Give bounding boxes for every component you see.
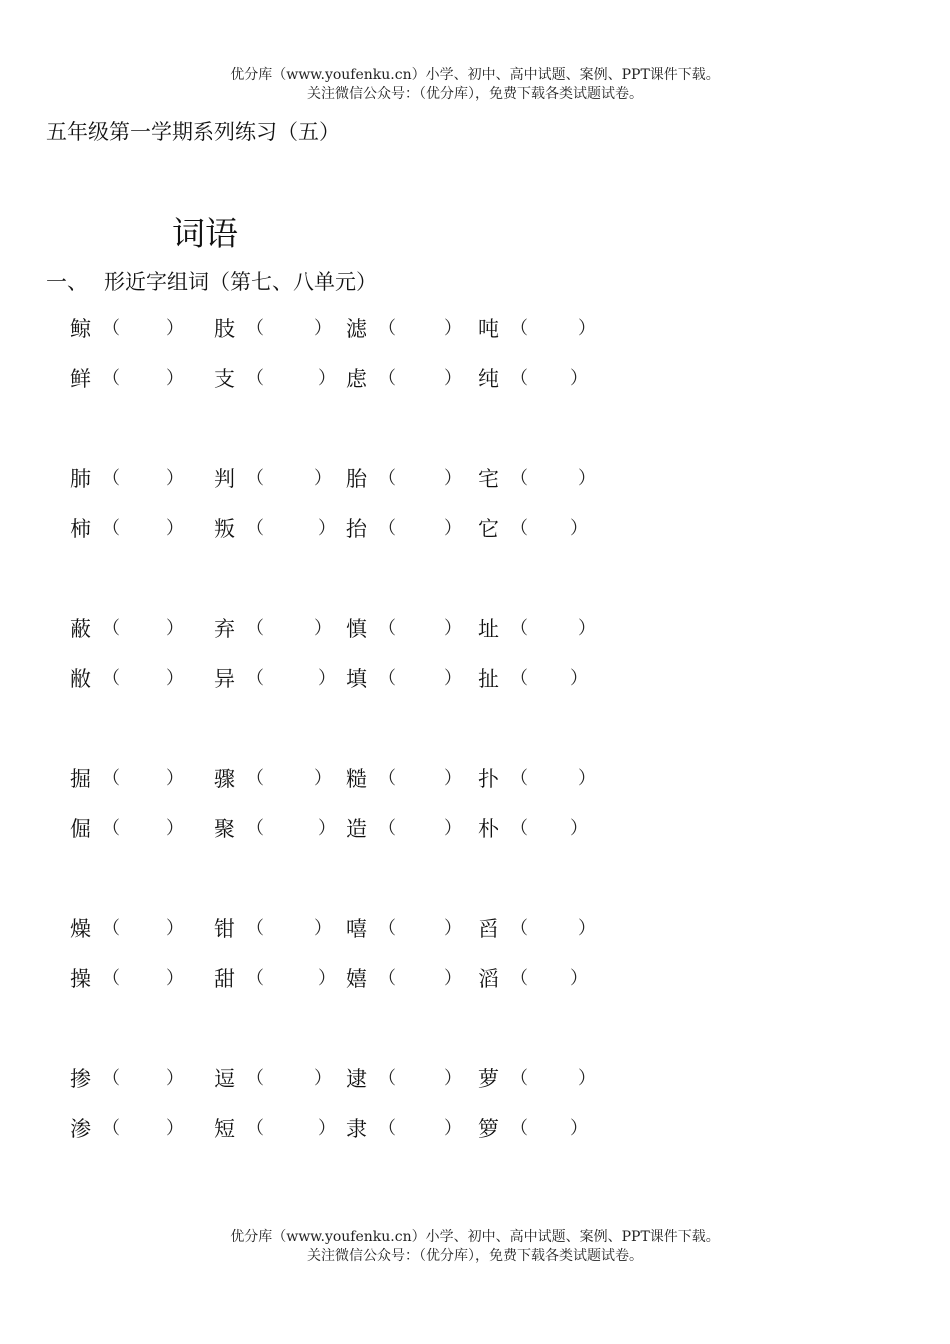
left-parenthesis: （ [246,668,264,689]
right-parenthesis: ） [578,618,596,639]
right-parenthesis: ） [578,1068,596,1089]
character: 糙 [346,767,367,791]
word-row [0,364,950,394]
word-blank-item [214,1114,336,1144]
word-blank-item [70,614,184,644]
right-parenthesis: ） [166,468,184,489]
word-blank-item [214,814,336,844]
right-parenthesis: ） [444,368,462,389]
word-blank-item [346,914,462,944]
word-blank-item [214,964,336,994]
character: 慎 [346,617,367,641]
word-blank-item [346,614,462,644]
right-parenthesis: ） [314,618,332,639]
section-title: 词语 [172,214,238,253]
word-blank-item [214,314,332,344]
right-parenthesis: ） [314,468,332,489]
character: 胎 [346,467,367,491]
word-row [0,1064,950,1094]
left-parenthesis: （ [102,368,120,389]
character: 弃 [214,617,235,641]
right-parenthesis: ） [578,468,596,489]
right-parenthesis: ） [444,668,462,689]
left-parenthesis: （ [102,1068,120,1089]
word-blank-item [478,314,596,344]
left-parenthesis: （ [510,918,528,939]
right-parenthesis: ） [444,768,462,789]
left-parenthesis: （ [510,818,528,839]
word-blank-item [346,314,462,344]
word-row [0,814,950,844]
word-blank-item [70,1064,184,1094]
character: 柿 [70,517,91,541]
left-parenthesis: （ [378,918,396,939]
document-title: 五年级第一学期系列练习（五） [46,120,340,144]
character: 肢 [214,317,235,341]
left-parenthesis: （ [102,818,120,839]
right-parenthesis: ） [314,1068,332,1089]
right-parenthesis: ） [166,518,184,539]
word-blank-item [478,514,588,544]
word-row [0,964,950,994]
word-blank-item [478,964,588,994]
character: 鲸 [70,317,91,341]
left-parenthesis: （ [510,318,528,339]
header-line-2: 关注微信公众号：（优分库），免费下载各类试题试卷。 [307,86,643,102]
left-parenthesis: （ [102,968,120,989]
word-blank-item [346,764,462,794]
character: 宅 [478,467,499,491]
right-parenthesis: ） [570,818,588,839]
character: 肺 [70,467,91,491]
word-blank-item [214,464,332,494]
left-parenthesis: （ [510,1068,528,1089]
left-parenthesis: （ [102,518,120,539]
character: 吨 [478,317,499,341]
word-row [0,914,950,944]
word-row [0,764,950,794]
word-blank-item [214,614,332,644]
right-parenthesis: ） [314,918,332,939]
character: 纯 [478,367,499,391]
right-parenthesis: ） [166,1118,184,1139]
character: 支 [214,367,235,391]
character: 燥 [70,917,91,941]
word-blank-item [346,364,462,394]
word-blank-item [70,964,184,994]
right-parenthesis: ） [570,968,588,989]
character: 逗 [214,1067,235,1091]
left-parenthesis: （ [510,1118,528,1139]
header-line-1: 优分库（www.youfenku.cn）小学、初中、高中试题、案例、PPT课件下载。 [230,67,720,83]
right-parenthesis: ） [318,668,336,689]
word-blank-item [478,464,596,494]
word-blank-item [346,514,462,544]
character: 扑 [478,767,499,791]
right-parenthesis: ） [318,968,336,989]
character: 异 [214,667,235,691]
right-parenthesis: ） [318,818,336,839]
word-blank-item [478,914,596,944]
right-parenthesis: ） [166,918,184,939]
word-blank-item [70,314,184,344]
word-blank-item [478,764,596,794]
word-blank-item [70,1114,184,1144]
right-parenthesis: ） [570,1118,588,1139]
word-row [0,514,950,544]
right-parenthesis: ） [166,818,184,839]
word-blank-item [70,664,184,694]
character: 掺 [70,1067,91,1091]
right-parenthesis: ） [578,318,596,339]
question-number: 一、 [46,270,88,294]
word-blank-item [70,364,184,394]
character: 操 [70,967,91,991]
word-blank-item [214,514,336,544]
character: 朴 [478,817,499,841]
left-parenthesis: （ [246,468,264,489]
left-parenthesis: （ [246,1118,264,1139]
character: 判 [214,467,235,491]
right-parenthesis: ） [570,518,588,539]
left-parenthesis: （ [378,1068,396,1089]
word-row [0,664,950,694]
right-parenthesis: ） [166,968,184,989]
right-parenthesis: ） [444,968,462,989]
character: 它 [478,517,499,541]
right-parenthesis: ） [578,918,596,939]
character: 虑 [346,367,367,391]
left-parenthesis: （ [102,768,120,789]
character: 蔽 [70,617,91,641]
footer-line-1: 优分库（www.youfenku.cn）小学、初中、高中试题、案例、PPT课件下载。 [230,1229,720,1245]
character: 嬉 [346,967,367,991]
footer-line-2: 关注微信公众号：（优分库），免费下载各类试题试卷。 [307,1248,643,1264]
word-blank-item [70,514,184,544]
character: 箩 [478,1117,499,1141]
left-parenthesis: （ [246,318,264,339]
word-blank-item [70,914,184,944]
left-parenthesis: （ [378,668,396,689]
character: 渗 [70,1117,91,1141]
word-blank-item [478,664,588,694]
right-parenthesis: ） [444,1068,462,1089]
right-parenthesis: ） [444,818,462,839]
left-parenthesis: （ [378,618,396,639]
word-blank-item [346,464,462,494]
left-parenthesis: （ [378,468,396,489]
word-row [0,314,950,344]
left-parenthesis: （ [510,518,528,539]
character: 扯 [478,667,499,691]
word-blank-item [346,1064,462,1094]
page-footer [0,1228,950,1266]
left-parenthesis: （ [102,668,120,689]
word-blank-item [70,764,184,794]
right-parenthesis: ） [166,1068,184,1089]
word-blank-item [478,614,596,644]
word-row [0,614,950,644]
right-parenthesis: ） [318,518,336,539]
character: 萝 [478,1067,499,1091]
page-header [0,66,950,104]
left-parenthesis: （ [246,818,264,839]
left-parenthesis: （ [510,668,528,689]
left-parenthesis: （ [246,518,264,539]
left-parenthesis: （ [510,968,528,989]
right-parenthesis: ） [570,668,588,689]
left-parenthesis: （ [246,1068,264,1089]
right-parenthesis: ） [166,618,184,639]
character: 滔 [478,967,499,991]
word-blank-item [346,1114,462,1144]
word-blank-item [478,1114,588,1144]
left-parenthesis: （ [510,468,528,489]
word-blank-item [214,1064,332,1094]
character: 逮 [346,1067,367,1091]
character: 甜 [214,967,235,991]
left-parenthesis: （ [510,618,528,639]
character: 滤 [346,317,367,341]
character: 叛 [214,517,235,541]
left-parenthesis: （ [102,618,120,639]
right-parenthesis: ） [166,768,184,789]
right-parenthesis: ） [444,618,462,639]
left-parenthesis: （ [378,968,396,989]
left-parenthesis: （ [246,618,264,639]
character: 钳 [214,917,235,941]
right-parenthesis: ） [578,768,596,789]
character: 址 [478,617,499,641]
question-text: 形近字组词（第七、八单元） [104,270,377,294]
word-blank-item [214,914,332,944]
left-parenthesis: （ [378,818,396,839]
character: 短 [214,1117,235,1141]
character: 嘻 [346,917,367,941]
left-parenthesis: （ [246,968,264,989]
word-blank-item [478,364,588,394]
right-parenthesis: ） [318,1118,336,1139]
right-parenthesis: ） [570,368,588,389]
left-parenthesis: （ [246,918,264,939]
word-blank-item [214,764,332,794]
word-blank-item [214,364,336,394]
word-blank-item [478,1064,596,1094]
left-parenthesis: （ [378,768,396,789]
word-blank-item [346,814,462,844]
word-blank-item [346,964,462,994]
left-parenthesis: （ [102,918,120,939]
word-blank-item [214,664,336,694]
left-parenthesis: （ [102,468,120,489]
right-parenthesis: ） [314,768,332,789]
left-parenthesis: （ [378,518,396,539]
word-blank-item [70,814,184,844]
word-row [0,1114,950,1144]
character: 倔 [70,817,91,841]
left-parenthesis: （ [378,318,396,339]
left-parenthesis: （ [378,1118,396,1139]
character: 造 [346,817,367,841]
word-blank-item [70,464,184,494]
character: 聚 [214,817,235,841]
left-parenthesis: （ [510,368,528,389]
character: 鲜 [70,367,91,391]
word-blank-item [478,814,588,844]
right-parenthesis: ） [444,918,462,939]
character: 骤 [214,767,235,791]
character: 抬 [346,517,367,541]
right-parenthesis: ） [444,318,462,339]
character: 填 [346,667,367,691]
left-parenthesis: （ [246,368,264,389]
question-heading [46,266,377,296]
right-parenthesis: ） [166,668,184,689]
right-parenthesis: ） [166,368,184,389]
right-parenthesis: ） [444,468,462,489]
word-row [0,464,950,494]
right-parenthesis: ） [166,318,184,339]
character: 敝 [70,667,91,691]
character: 舀 [478,917,499,941]
left-parenthesis: （ [102,1118,120,1139]
word-blank-item [346,664,462,694]
left-parenthesis: （ [102,318,120,339]
left-parenthesis: （ [378,368,396,389]
right-parenthesis: ） [444,1118,462,1139]
right-parenthesis: ） [444,518,462,539]
right-parenthesis: ） [318,368,336,389]
character: 隶 [346,1117,367,1141]
left-parenthesis: （ [246,768,264,789]
left-parenthesis: （ [510,768,528,789]
character: 掘 [70,767,91,791]
right-parenthesis: ） [314,318,332,339]
